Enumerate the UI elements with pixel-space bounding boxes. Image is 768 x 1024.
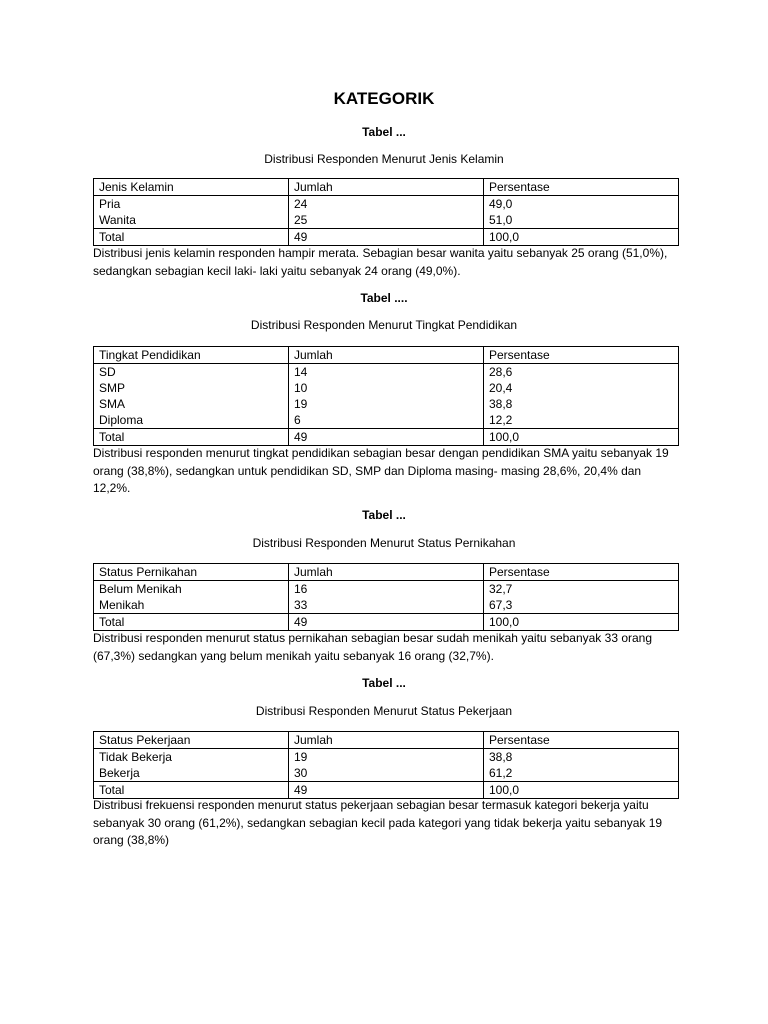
table-cell: 61,2 — [484, 765, 679, 782]
table-total-row — [94, 782, 679, 799]
table-caption-4: Distribusi Responden Menurut Status Pekerjaan — [255, 704, 513, 718]
table-cell: Tidak Bekerja — [94, 749, 289, 766]
header-cell: Jumlah — [289, 179, 484, 196]
table-cell: 49 — [289, 229, 484, 246]
table-tingkat-pendidikan — [93, 346, 679, 446]
table-cell: Menikah — [94, 597, 289, 614]
table-cell: 49 — [289, 782, 484, 799]
table-header-row — [94, 179, 679, 196]
table-row — [94, 396, 679, 412]
table-status-pekerjaan — [93, 731, 679, 799]
table-cell: 19 — [289, 749, 484, 766]
table-cell: Belum Menikah — [94, 581, 289, 598]
table-cell: Total — [94, 229, 289, 246]
table-cell: 100,0 — [484, 429, 679, 446]
header-cell: Persentase — [484, 347, 679, 364]
table-number-3: Tabel ... — [362, 508, 406, 522]
table-cell: 33 — [289, 597, 484, 614]
header-cell: Tingkat Pendidikan — [94, 347, 289, 364]
table-cell: 100,0 — [484, 614, 679, 631]
paragraph-1: Distribusi jenis kelamin responden hampir merata. Sebagian besar wanita yaitu sebanyak 25 orang (51,0%), sedangkan sebagian kecil laki- laki yaitu sebanyak 24 orang (49,0%). — [93, 246, 668, 278]
table-cell: 30 — [289, 765, 484, 782]
table-cell: 100,0 — [484, 782, 679, 799]
table-row — [94, 765, 679, 782]
header-cell: Jumlah — [289, 347, 484, 364]
table-status-pernikahan — [93, 563, 679, 631]
table-cell: 14 — [289, 364, 484, 381]
table-cell: Wanita — [94, 212, 289, 229]
paragraph-4: Distribusi frekuensi responden menurut status pekerjaan sebagian besar termasuk kategori bekerja yaitu sebanyak 30 orang (61,2%), sedangkan sebagian kecil pada kategori yang tidak bekerja yaitu sebanyak 19 orang (38,8%) — [93, 798, 663, 847]
table-cell: Diploma — [94, 412, 289, 429]
table-caption-2: Distribusi Responden Menurut Tingkat Pendidikan — [250, 318, 518, 332]
table-cell: 16 — [289, 581, 484, 598]
page-title: KATEGORIK — [333, 89, 435, 108]
table-cell: Bekerja — [94, 765, 289, 782]
table-cell: Total — [94, 429, 289, 446]
table-jenis-kelamin — [93, 178, 679, 246]
table-total-row — [94, 429, 679, 446]
table-cell: 32,7 — [484, 581, 679, 598]
paragraph-2: Distribusi responden menurut tingkat pendidikan sebagian besar dengan pendidikan SMA yaitu sebanyak 19 orang (38,8%), sedangkan untuk pendidikan SD, SMP dan Diploma masing- masing 28,6%, 20,4% dan 12,2%. — [93, 446, 669, 495]
header-cell: Jumlah — [289, 564, 484, 581]
table-row — [94, 364, 679, 381]
table-cell: 38,8 — [484, 749, 679, 766]
table-row — [94, 597, 679, 614]
paragraph-3: Distribusi responden menurut status pernikahan sebagian besar sudah menikah yaitu sebanyak 33 orang (67,3%) sedangkan yang belum menikah yaitu sebanyak 16 orang (32,7%). — [93, 631, 653, 663]
table-caption-1: Distribusi Responden Menurut Jenis Kelamin — [264, 152, 504, 166]
table-cell: 10 — [289, 380, 484, 396]
table-cell: Total — [94, 782, 289, 799]
table-total-row — [94, 229, 679, 246]
table-caption-3: Distribusi Responden Menurut Status Pernikahan — [252, 536, 516, 550]
table-row — [94, 212, 679, 229]
table-cell: 100,0 — [484, 229, 679, 246]
header-cell: Persentase — [484, 179, 679, 196]
table-row — [94, 380, 679, 396]
header-cell: Jumlah — [289, 732, 484, 749]
table-cell: SMA — [94, 396, 289, 412]
header-cell: Status Pekerjaan — [94, 732, 289, 749]
table-cell: 24 — [289, 196, 484, 213]
table-cell: Total — [94, 614, 289, 631]
table-cell: 12,2 — [484, 412, 679, 429]
table-cell: SMP — [94, 380, 289, 396]
table-cell: 51,0 — [484, 212, 679, 229]
table-row — [94, 412, 679, 429]
table-header-row — [94, 732, 679, 749]
table-number-2: Tabel .... — [360, 291, 408, 305]
header-cell: Status Pernikahan — [94, 564, 289, 581]
header-cell: Persentase — [484, 732, 679, 749]
table-cell: 6 — [289, 412, 484, 429]
table-cell: SD — [94, 364, 289, 381]
table-cell: 49 — [289, 614, 484, 631]
table-row — [94, 749, 679, 766]
table-number-4: Tabel ... — [362, 676, 406, 690]
table-cell: 49 — [289, 429, 484, 446]
table-cell: 67,3 — [484, 597, 679, 614]
table-cell: 49,0 — [484, 196, 679, 213]
table-cell: 38,8 — [484, 396, 679, 412]
table-row — [94, 196, 679, 213]
header-cell: Persentase — [484, 564, 679, 581]
table-cell: 20,4 — [484, 380, 679, 396]
table-total-row — [94, 614, 679, 631]
table-header-row — [94, 347, 679, 364]
header-cell: Jenis Kelamin — [94, 179, 289, 196]
table-cell: 25 — [289, 212, 484, 229]
table-cell: 19 — [289, 396, 484, 412]
table-header-row — [94, 564, 679, 581]
table-cell: 28,6 — [484, 364, 679, 381]
table-row — [94, 581, 679, 598]
table-cell: Pria — [94, 196, 289, 213]
table-number-1: Tabel ... — [362, 125, 406, 139]
